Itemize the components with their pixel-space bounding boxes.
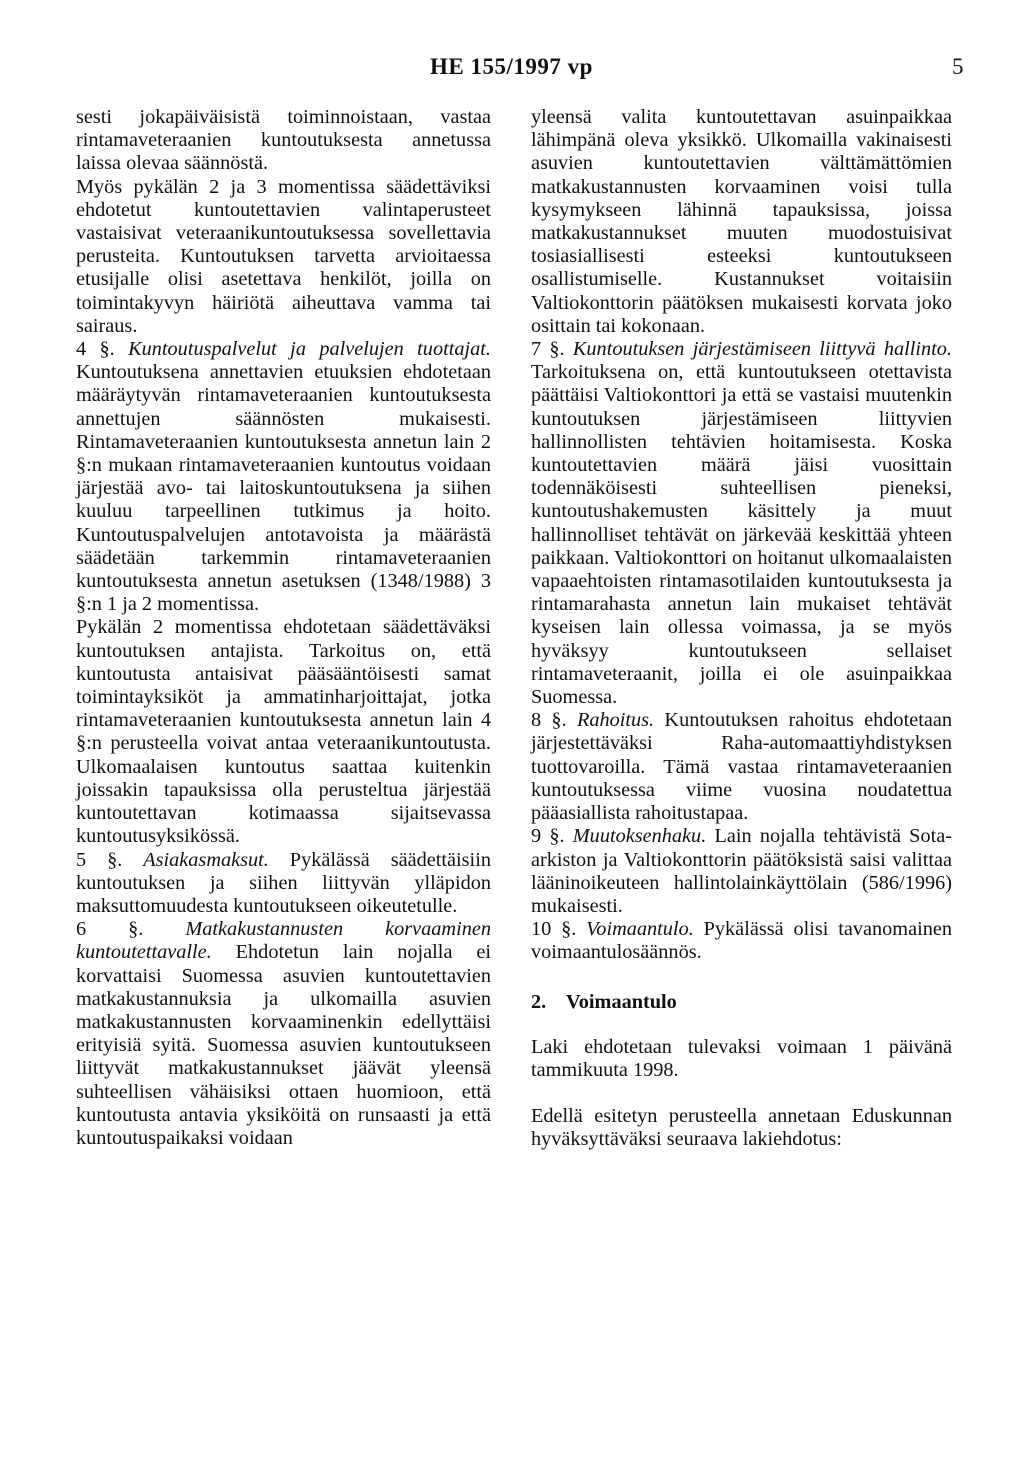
paragraph: sesti jokapäiväisistä toiminnoistaan, vastaa rintamaveteraanien kuntoutuksesta annetussa laissa olevaa säännöstä. — [76, 106, 491, 175]
paragraph: Pykälän 2 momentissa ehdotetaan säädettäväksi kuntoutuksen antajista. Tarkoitus on, että kuntoutusta antaisivat pääsääntöisesti samat toimintayksiköt ja ammatinharjoittajat, jotka rintamaveteraanien kuntoutuksesta annetun lain 4 §:n perusteella voivat antaa veteraanikuntoutusta. Ulkomaalaisen kuntoutus saattaa kuitenkin joissakin tapauksissa olla perusteltua järjestää kuntoutettavan kotimaassa sijaitsevassa kuntoutusyksikössä. — [76, 616, 491, 848]
section-number: 10 §. — [531, 918, 587, 941]
section-paragraph — [531, 338, 952, 709]
section-number: 8 §. — [531, 709, 577, 732]
section-title: Rahoitus. — [576, 709, 665, 732]
section-title: Matkakustannusten korvaaminen kuntoutettavalle. — [76, 918, 492, 964]
section-number: 7 §. — [531, 338, 573, 361]
paragraph: Laki ehdotetaan tulevaksi voimaan 1 päivänä tammikuuta 1998. — [531, 1035, 952, 1081]
section-body: Kuntoutuksen rahoitus ehdotetaan järjestettäväksi Raha-automaattiyhdistyksen tuottovaroilla. Tämä vastaa rintamaveteraanien kuntoutuksessa viime vuosina noudatettua pääasiallista rahoitustapaa. — [531, 709, 952, 825]
section-title: Kuntoutuksen järjestämiseen liittyvä hallinto. — [572, 338, 953, 361]
section-number: 6 §. — [76, 918, 186, 941]
section-body: Pykälässä olisi tavanomainen voimaantulosäännös. — [531, 918, 952, 964]
section-body: Tarkoituksena on, että kuntoutukseen otettavista päättäisi Valtiokonttori ja että se vastaisi muutenkin kuntoutuksen järjestämiseen liittyvien hallinnollisten tehtävien hoitamisesta. Koska kuntoutettavien määrä jäisi vuosittain todennäköisesti suhteellisen pieneksi, kuntoutushakemusten käsittely ja muut hallinnolliset tehtävät on järkevää keskittää yhteen paikkaan. Valtiokonttori on hoitanut ulkomaalaisten vapaaehtoisten rintamasotilaiden kuntoutuksesta ja rintamarahasta annetun lain mukaiset tehtävät kyseisen lain ollessa voimassa, ja se myös hyväksyy kuntoutukseen sellaiset rintamaveteraanit, joilla ei ole asuinpaikkaa Suomessa. — [531, 361, 952, 709]
section-paragraph — [531, 709, 952, 825]
right-column — [531, 106, 952, 1152]
section-title: Muutoksenhaku. — [572, 825, 715, 848]
chapter-heading — [531, 991, 952, 1014]
chapter-number: 2. — [531, 990, 547, 1013]
section-number: 4 §. — [76, 338, 129, 361]
section-body: Lain nojalla tehtävistä Sota-arkiston ja Valtiokonttorin päätöksistä saisi valittaa lääninoikeuteen hallintolainkäyttölain (586/1996) mukaisesti. — [531, 825, 952, 917]
paragraph: yleensä valita kuntoutettavan asuinpaikkaa lähimpänä oleva yksikkö. Ulkomailla vakinaisesti asuvien kuntoutettavien välttämättömien matkakustannusten korvaaminen voisi tulla kysymykseen lähinnä tapauksissa, joissa matkakustannukset muuten muodostuisivat tosiasiallisesti esteeksi kuntoutukseen osallistumiselle. Kustannukset voitaisiin Valtiokonttorin päätöksen mukaisesti korvata joko osittain tai kokonaan. — [531, 106, 952, 337]
section-title: Voimaantulo. — [586, 918, 704, 941]
document-title: HE 155/1997 vp — [430, 54, 593, 79]
section-paragraph — [531, 918, 952, 964]
paragraph: Edellä esitetyn perusteella annetaan Eduskunnan hyväksyttäväksi seuraava lakiehdotus: — [531, 1105, 952, 1151]
page-header — [0, 54, 1024, 94]
section-title: Kuntoutuspalvelut ja palvelujen tuottajat. — [128, 338, 491, 361]
section-paragraph — [531, 825, 952, 918]
section-number: 9 §. — [531, 825, 573, 848]
section-body: Kuntoutuksena annettavien etuuksien ehdotetaan määräytyvän rintamaveteraanien kuntoutuksesta annettujen säännösten mukaisesti. Rintamaveteraanien kuntoutuksesta annetun lain 2 §:n mukaan rintamaveteraanien kuntoutus voidaan järjestää avo- tai laitoskuntoutuksena ja siihen kuuluu tarpeellinen tutkimus ja hoito. Kuntoutuspalvelujen antotavoista ja määrästä säädetään tarkemmin rintamaveteraanien kuntoutuksesta annetun asetuksen (1348/1988) 3 §:n 1 ja 2 momentissa. — [76, 361, 491, 616]
paragraph: Myös pykälän 2 ja 3 momentissa säädettäviksi ehdotetut kuntoutettavien valintaperusteet vastaisivat veteraanikuntoutuksessa sovellettavia perusteita. Kuntoutuksen tarvetta arvioitaessa etusijalle olisi asetettava henkilöt, joilla on toimintakyvyn häiriötä aiheuttava vamma tai sairaus. — [76, 175, 491, 337]
section-body: Ehdotetun lain nojalla ei korvattaisi Suomessa asuvien kuntoutettavien matkakustannuksia ja ulkomailla asuvien matkakustannusten korvaaminenkin edellyttäisi erityisiä syitä. Suomessa asuvien kuntoutukseen liittyvät matkakustannukset jäävät yleensä suhteellisen vähäisiksi ottaen huomioon, että kuntoutusta antavia yksiköitä on runsaasti ja että kuntoutuspaikaksi voidaan — [76, 941, 491, 1149]
section-paragraph — [76, 849, 491, 919]
left-column — [76, 106, 491, 1150]
section-paragraph — [76, 918, 491, 1150]
section-body: Pykälässä säädettäisiin kuntoutuksen ja siihen liittyvän ylläpidon maksuttomuudesta kuntoutukseen oikeutetulle. — [76, 848, 491, 917]
section-paragraph — [76, 338, 491, 616]
section-number: 5 §. — [76, 848, 144, 871]
section-title: Asiakasmaksut. — [143, 848, 290, 871]
chapter-title: Voimaantulo — [566, 990, 677, 1013]
page-number: 5 — [952, 54, 964, 79]
